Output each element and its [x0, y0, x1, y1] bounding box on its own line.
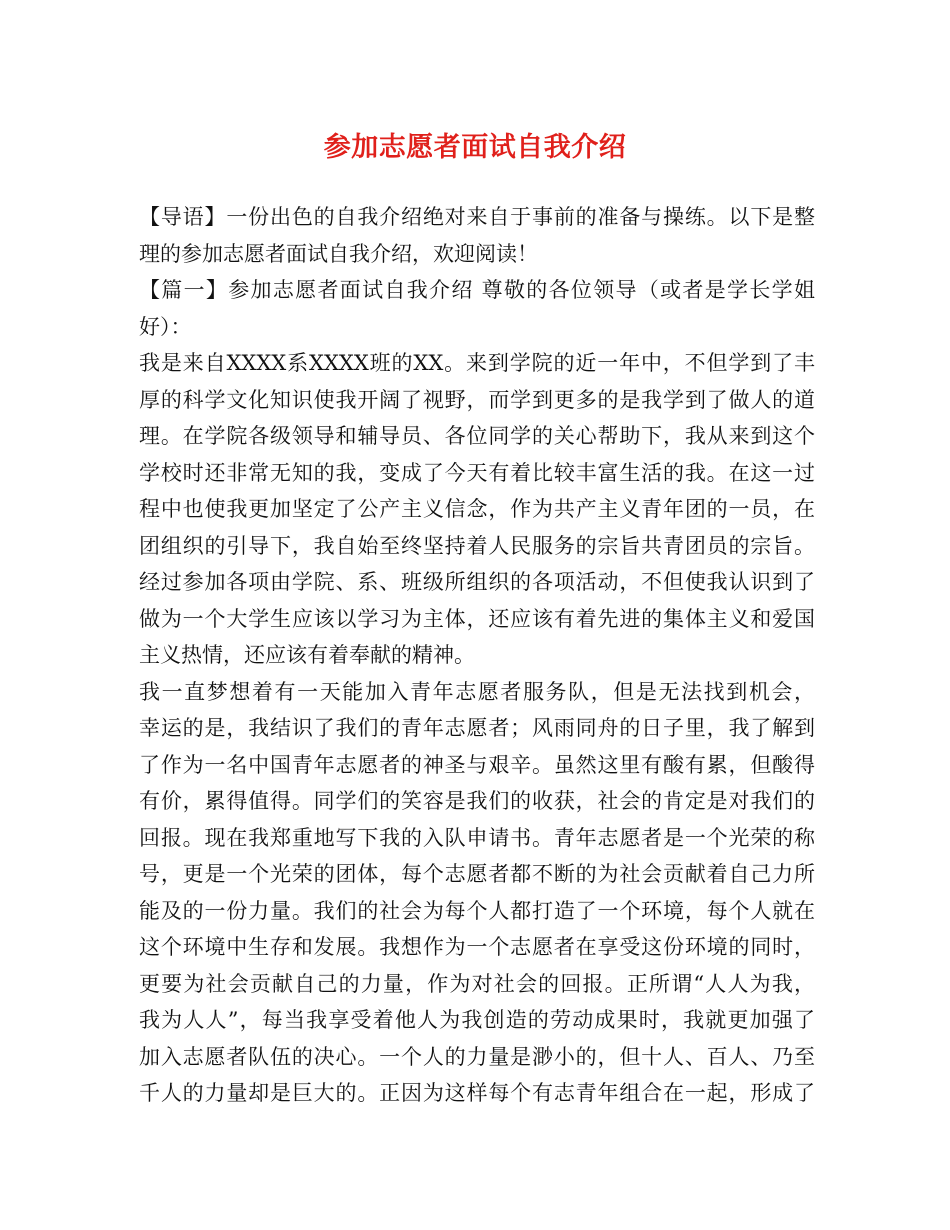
- text-line: 我一直梦想着有一天能加入青年志愿者服务队，但是无法找到机会，: [139, 679, 815, 704]
- text-line: 我为人人”，每当我享受着他人为我创造的劳动成果时，我就更加强了: [139, 1008, 815, 1032]
- text-line: 理。在学院各级领导和辅导员、各位同学的关心帮助下，我从来到这个: [139, 424, 815, 448]
- text-line: 能及的一份力量。我们的社会为每个人都打造了一个环境，每个人就在: [139, 898, 815, 923]
- text-line: 加入志愿者队伍的决心。一个人的力量是渺小的，但十人、百人、乃至: [139, 1044, 815, 1069]
- text-line: 学校时还非常无知的我，变成了今天有着比较丰富生活的我。在这一过: [139, 460, 815, 485]
- document-title: 参加志愿者面试自我介绍: [323, 132, 627, 163]
- text-line: 厚的科学文化知识使我开阔了视野，而学到更多的是我学到了做人的道: [139, 387, 815, 412]
- text-line: 理的参加志愿者面试自我介绍，欢迎阅读！: [139, 241, 538, 266]
- text-line: 回报。现在我郑重地写下我的入队申请书。青年志愿者是一个光荣的称: [139, 825, 815, 850]
- text-line: 我是来自XXXX系XXXX班的XX。来到学院的近一年中，不但学到了丰: [139, 351, 815, 375]
- text-line: 更要为社会贡献自己的力量，作为对社会的回报。正所谓“人人为我，: [139, 971, 815, 996]
- text-line: 团组织的引导下，我自始至终坚持着人民服务的宗旨共青团员的宗旨。: [139, 533, 815, 558]
- text-line: 这个环境中生存和发展。我想作为一个志愿者在享受这份环境的同时，: [139, 935, 815, 959]
- text-line: 号，更是一个光荣的团体，每个志愿者都不断的为社会贡献着自己力所: [139, 862, 815, 886]
- text-line: 【篇一】参加志愿者面试自我介绍 尊敬的各位领导（或者是学长学姐: [139, 278, 815, 302]
- text-line: 有价，累得值得。同学们的笑容是我们的收获，社会的肯定是对我们的: [139, 789, 815, 813]
- text-line: 【导语】一份出色的自我介绍绝对来自于事前的准备与操练。以下是整: [139, 205, 815, 229]
- text-line: 主义热情，还应该有着奉献的精神。: [139, 643, 475, 667]
- text-line: 做为一个大学生应该以学习为主体，还应该有着先进的集体主义和爱国: [139, 606, 815, 631]
- text-line: 千人的力量却是巨大的。正因为这样每个有志青年组合在一起，形成了: [139, 1081, 815, 1105]
- text-line: 经过参加各项由学院、系、班级所组织的各项活动，不但使我认识到了: [139, 570, 815, 594]
- document-body: [139, 199, 815, 1112]
- text-line: 好）：: [139, 314, 192, 339]
- text-line: 了作为一名中国青年志愿者的神圣与艰辛。虽然这里有酸有累，但酸得: [139, 752, 815, 777]
- text-line: 幸运的是，我结识了我们的青年志愿者；风雨同舟的日子里，我了解到: [139, 716, 815, 740]
- text-line: 程中也使我更加坚定了公产主义信念，作为共产主义青年团的一员，在: [139, 497, 815, 521]
